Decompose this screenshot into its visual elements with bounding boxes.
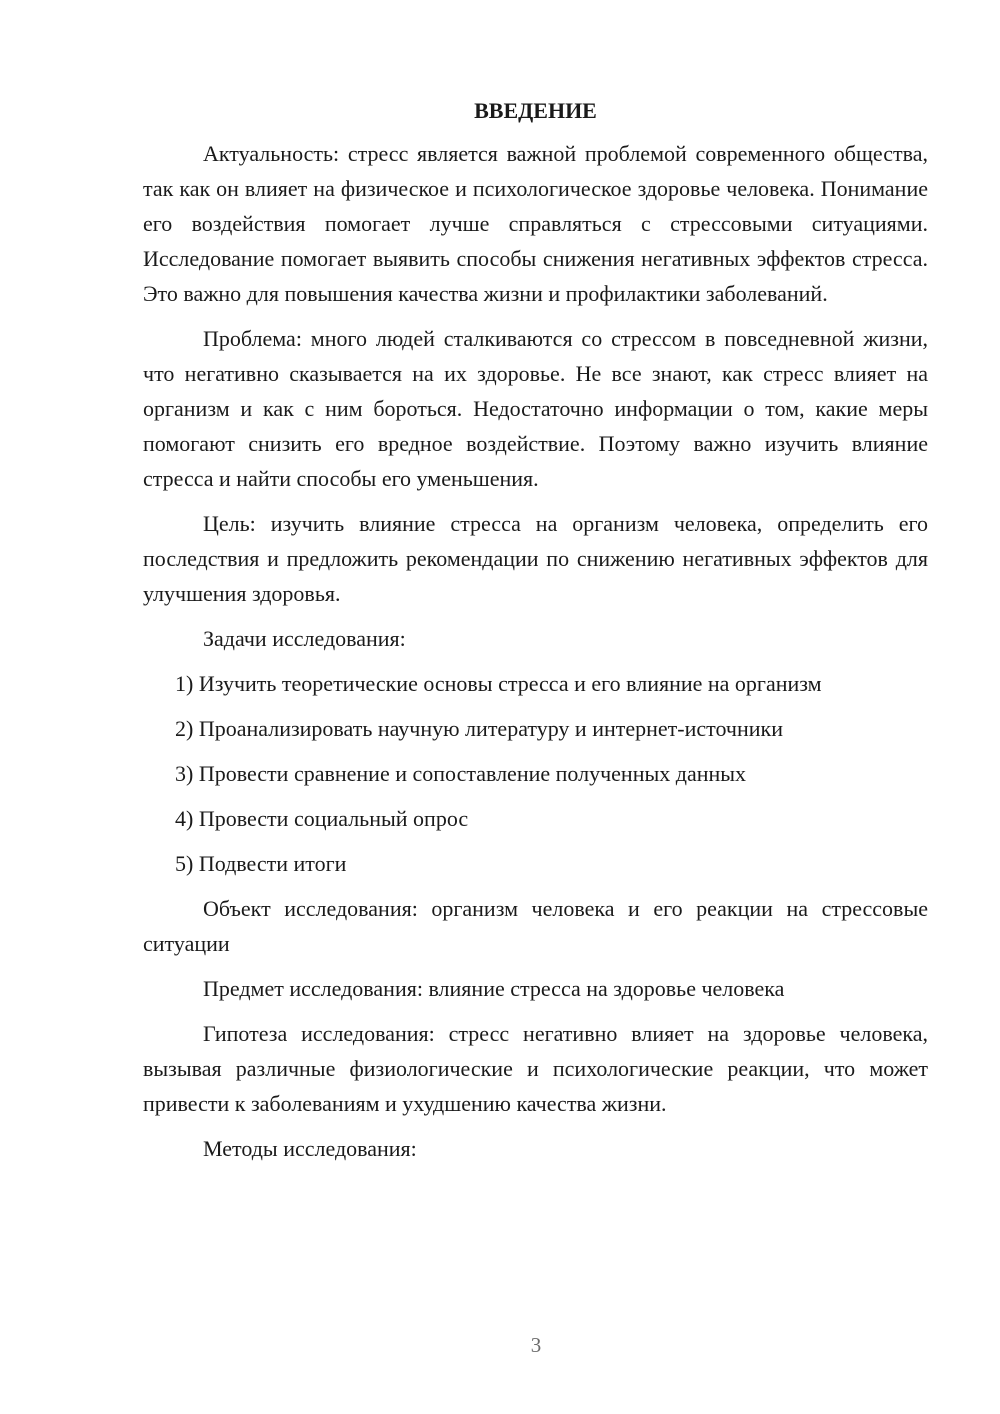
page-number: 3	[530, 1333, 542, 1357]
subject-paragraph: Предмет исследования: влияние стресса на здоровье человека	[203, 976, 785, 1001]
tasks-heading: Задачи исследования:	[203, 626, 406, 651]
list-item: 5) Подвести итоги	[175, 851, 347, 876]
object-paragraph: Объект исследования: организм человека и его реакции на стрессовые ситуации	[143, 896, 928, 956]
list-item: 2) Проанализировать научную литературу и интернет-источники	[175, 716, 783, 741]
list-item: 4) Провести социальный опрос	[175, 806, 469, 831]
list-item: 1) Изучить теоретические основы стресса и его влияние на организм	[175, 671, 822, 696]
methods-heading: Методы исследования:	[203, 1136, 417, 1161]
list-item: 3) Провести сравнение и сопоставление полученных данных	[175, 761, 747, 786]
tasks-list	[143, 666, 928, 881]
hypothesis-paragraph: Гипотеза исследования: стресс негативно влияет на здоровье человека, вызывая различные физиологические и психологические реакции, что может привести к заболеваниям и ухудшению качества жизни.	[143, 1021, 928, 1116]
relevance-paragraph: Актуальность: стресс является важной проблемой современного общества, так как он влияет на физическое и психологическое здоровье человека. Понимание его воздействия помогает лучше справляться с стрессовыми ситуациями. Исследование помогает выявить способы снижения негативных эффектов стресса. Это важно для повышения качества жизни и профилактики заболеваний.	[143, 141, 928, 306]
document-body	[143, 93, 928, 1176]
problem-paragraph: Проблема: много людей сталкиваются со стрессом в повседневной жизни, что негативно сказывается на их здоровье. Не все знают, как стресс влияет на организм и как с ним бороться. Недостаточно информации о том, какие меры помогают снизить его вредное воздействие. Поэтому важно изучить влияние стресса и найти способы его уменьшения.	[143, 326, 928, 491]
goal-paragraph: Цель: изучить влияние стресса на организм человека, определить его последствия и предложить рекомендации по снижению негативных эффектов для улучшения здоровья.	[143, 511, 928, 606]
section-title: ВВЕДЕНИЕ	[474, 98, 597, 123]
